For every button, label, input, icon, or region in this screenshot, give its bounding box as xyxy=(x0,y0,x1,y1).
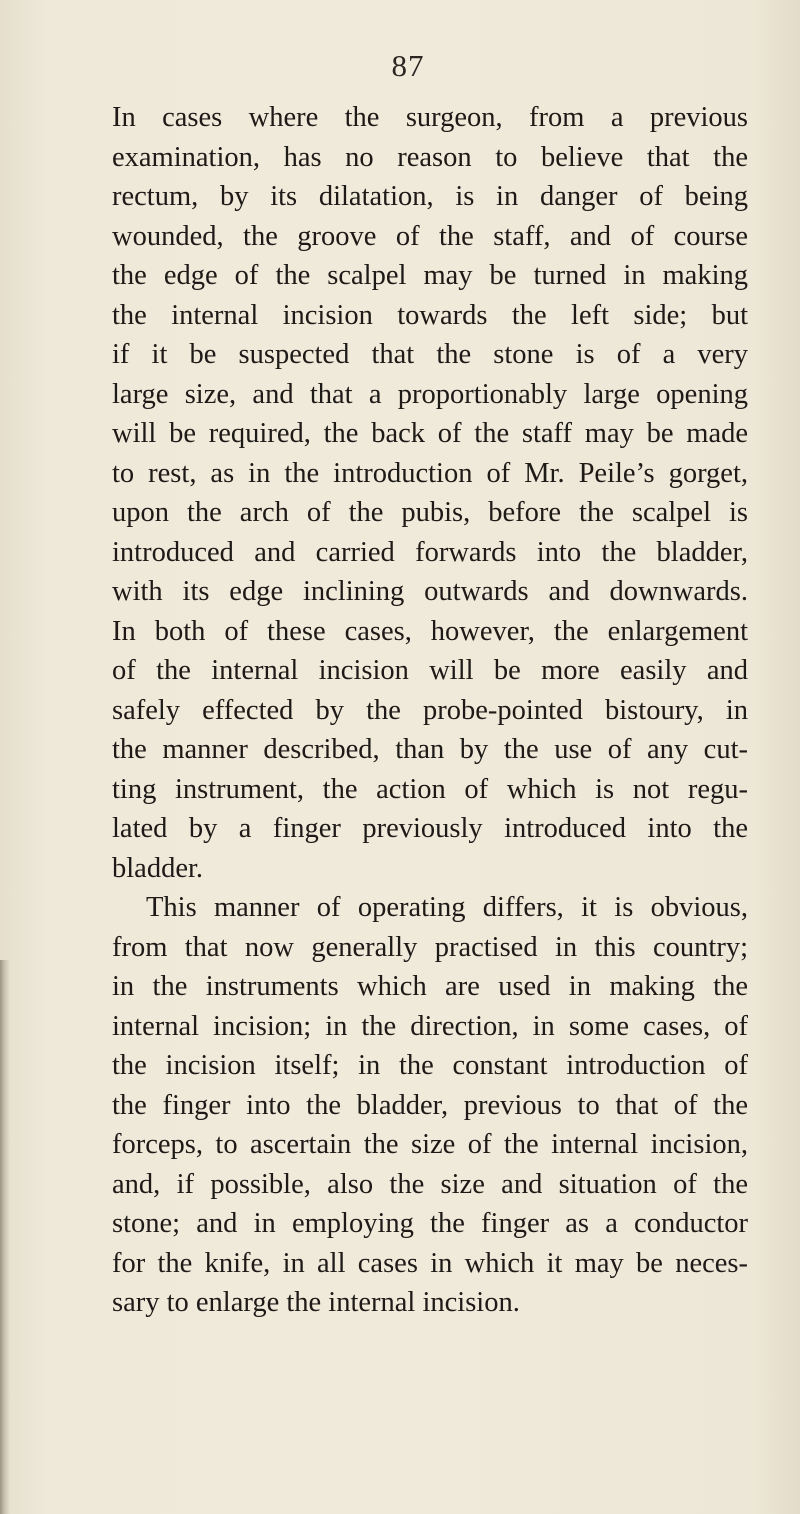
text-line: large size, and that a proportionably large opening xyxy=(112,378,748,410)
text-line: the incision itself; in the constant introduction of xyxy=(112,1050,748,1081)
text-line: will be required, the back of the staff may be made xyxy=(112,418,748,449)
text-line: and, if possible, also the size and situation of the xyxy=(112,1168,748,1200)
text-line: of the internal incision will be more easily and xyxy=(112,655,748,686)
text-line: the finger into the bladder, previous to that of the xyxy=(112,1089,748,1121)
text-line: examination, has no reason to believe that the xyxy=(112,141,748,173)
text-line: to rest, as in the introduction of Mr. Peile’s gorget, xyxy=(112,457,748,489)
text-line: lated by a finger previously introduced into the xyxy=(112,813,748,844)
text-line: forceps, to ascertain the size of the internal incision, xyxy=(112,1129,748,1160)
text-line: This manner of operating differs, it is obvious, xyxy=(146,892,748,923)
page-number: 87 xyxy=(391,48,425,83)
text-line: for the knife, in all cases in which it may be neces- xyxy=(112,1247,748,1279)
text-line: the manner described, than by the use of any cut- xyxy=(112,734,748,765)
text-line: the internal incision towards the left side; but xyxy=(112,299,748,331)
text-line: In cases where the surgeon, from a previous xyxy=(112,102,748,133)
page-spine-shadow xyxy=(0,960,10,1514)
text-line: with its edge inclining outwards and downwards. xyxy=(112,576,748,607)
text-line: ting instrument, the action of which is not regu- xyxy=(112,773,748,805)
text-line: upon the arch of the pubis, before the scalpel is xyxy=(112,497,748,528)
text-line: internal incision; in the direction, in some cases, of xyxy=(112,1010,748,1042)
text-line: sary to enlarge the internal incision. xyxy=(112,1287,520,1318)
text-line: stone; and in employing the finger as a conductor xyxy=(112,1208,748,1239)
text-line: introduced and carried forwards into the bladder, xyxy=(112,536,748,568)
text-line: from that now generally practised in this country; xyxy=(112,931,748,963)
text-line: if it be suspected that the stone is of a very xyxy=(112,339,748,370)
text-line: safely effected by the probe-pointed bistoury, in xyxy=(112,694,748,726)
body-text xyxy=(112,98,748,1323)
text-line: rectum, by its dilatation, is in danger of being xyxy=(112,181,748,212)
text-line: in the instruments which are used in making the xyxy=(112,971,748,1002)
text-line: wounded, the groove of the staff, and of course xyxy=(112,220,748,252)
text-line: In both of these cases, however, the enlargement xyxy=(112,615,748,647)
text-line: the edge of the scalpel may be turned in making xyxy=(112,260,748,291)
text-line: bladder. xyxy=(112,852,204,884)
